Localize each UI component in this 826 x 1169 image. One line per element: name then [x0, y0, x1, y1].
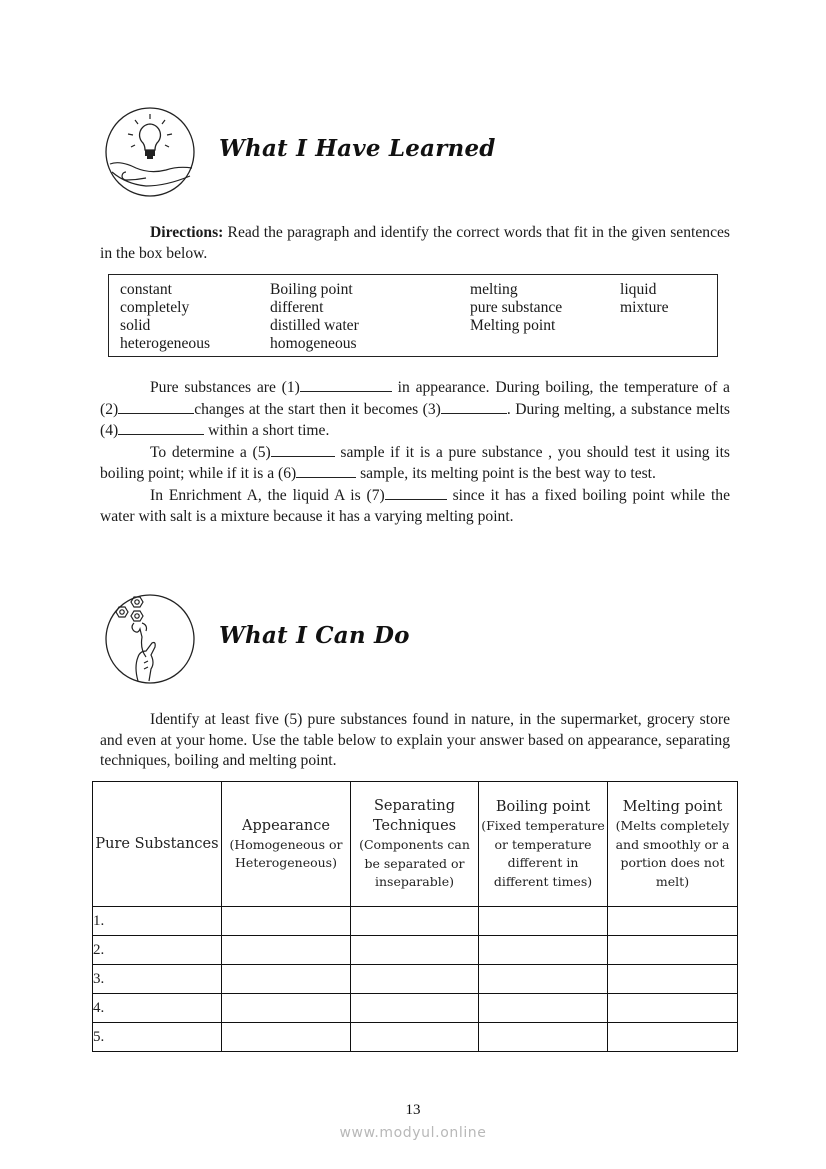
header-appearance: Appearance (Homogeneous or Heterogeneous)	[222, 782, 351, 907]
answer-cell[interactable]	[608, 994, 738, 1023]
table-row	[93, 936, 738, 965]
answer-cell[interactable]	[222, 907, 351, 936]
table-row	[93, 965, 738, 994]
row-number: 2.	[93, 936, 222, 965]
section-title-what-i-can-do: What I Can Do	[219, 622, 410, 649]
answer-cell[interactable]	[222, 965, 351, 994]
blank-3[interactable]	[441, 399, 507, 414]
blank-2[interactable]	[118, 399, 194, 414]
blank-1[interactable]	[300, 377, 392, 392]
row-number: 1.	[93, 907, 222, 936]
answer-cell[interactable]	[608, 1023, 738, 1052]
row-number: 5.	[93, 1023, 222, 1052]
answer-cell[interactable]	[608, 907, 738, 936]
word-bank-item: solid	[120, 317, 151, 334]
answer-cell[interactable]	[222, 936, 351, 965]
word-bank-column-1	[120, 281, 210, 353]
fill-in-paragraphs	[100, 377, 730, 527]
row-number: 3.	[93, 965, 222, 994]
table-row	[93, 907, 738, 936]
paragraph-2: To determine a (5) sample if it is a pure substance , you should test it using its boiling point; while if it is a (6) sample, its melting point is the best way to test.	[100, 443, 730, 483]
lightbulb-in-hand-icon	[104, 106, 196, 198]
word-bank-column-3	[470, 281, 562, 335]
section-title-what-i-have-learned: What I Have Learned	[219, 135, 496, 162]
word-bank-column-2	[270, 281, 359, 353]
answer-cell[interactable]	[351, 1023, 479, 1052]
word-bank-item: mixture	[620, 299, 669, 316]
paragraph-1: Pure substances are (1) in appearance. During boiling, the temperature of a (2) changes at the start then it becomes (3) . During melting, a substance melts (4) within a short time.	[100, 379, 731, 440]
word-bank-item: heterogeneous	[120, 335, 211, 352]
word-bank-item: Melting point	[470, 317, 556, 334]
answer-cell[interactable]	[351, 936, 479, 965]
word-bank-item: homogeneous	[270, 335, 357, 352]
answer-cell[interactable]	[479, 965, 608, 994]
answer-table	[92, 781, 738, 1052]
word-bank-item: liquid	[620, 281, 657, 298]
answer-cell[interactable]	[222, 994, 351, 1023]
answer-cell[interactable]	[479, 1023, 608, 1052]
blank-4[interactable]	[118, 420, 204, 435]
table-header-row	[93, 782, 738, 907]
directions	[100, 223, 730, 264]
instructions: Identify at least five (5) pure substances found in nature, in the supermarket, grocery store and even at your home. Use the table below to explain your answer based on appearance, separating techniques, boiling and melting point.	[100, 711, 730, 770]
answer-cell[interactable]	[351, 994, 479, 1023]
word-bank-item: melting	[470, 281, 518, 298]
blank-7[interactable]	[385, 485, 447, 500]
answer-cell[interactable]	[479, 936, 608, 965]
answer-cell[interactable]	[608, 965, 738, 994]
directions-label: Directions:	[150, 224, 224, 241]
header-pure-substances: Pure Substances	[93, 782, 222, 907]
answer-cell[interactable]	[479, 907, 608, 936]
watermark: www.modyul.online	[339, 1125, 487, 1141]
header-melting-point: Melting point (Melts completely and smoothly or a portion does not melt)	[608, 782, 738, 907]
paragraph-3: In Enrichment A, the liquid A is (7) since it has a fixed boiling point while the water with salt is a mixture because it has a varying melting point.	[100, 486, 730, 525]
header-separating-techniques: Separating Techniques (Components can be separated or inseparable)	[351, 782, 479, 907]
word-bank-item: different	[270, 299, 324, 316]
word-bank-item: distilled water	[270, 317, 359, 334]
hand-with-nuts-icon	[104, 593, 196, 685]
word-bank-item: pure substance	[470, 299, 563, 316]
blank-5[interactable]	[271, 442, 335, 457]
answer-cell[interactable]	[479, 994, 608, 1023]
answer-cell[interactable]	[351, 965, 479, 994]
blank-6[interactable]	[296, 463, 356, 478]
answer-cell[interactable]	[222, 1023, 351, 1052]
answer-cell[interactable]	[608, 936, 738, 965]
word-bank-item: constant	[120, 281, 172, 298]
word-bank-item: completely	[120, 299, 190, 316]
table-row	[93, 994, 738, 1023]
page-number: 13	[405, 1102, 421, 1118]
header-boiling-point: Boiling point (Fixed temperature or temperature different in different times)	[479, 782, 608, 907]
table-row	[93, 1023, 738, 1052]
directions-text: Read the paragraph and identify the correct words that fit in the given sentences in the box below.	[100, 224, 730, 262]
word-bank-item: Boiling point	[270, 281, 353, 298]
row-number: 4.	[93, 994, 222, 1023]
word-bank-column-4	[620, 281, 669, 317]
answer-cell[interactable]	[351, 907, 479, 936]
word-bank-box	[108, 274, 718, 357]
